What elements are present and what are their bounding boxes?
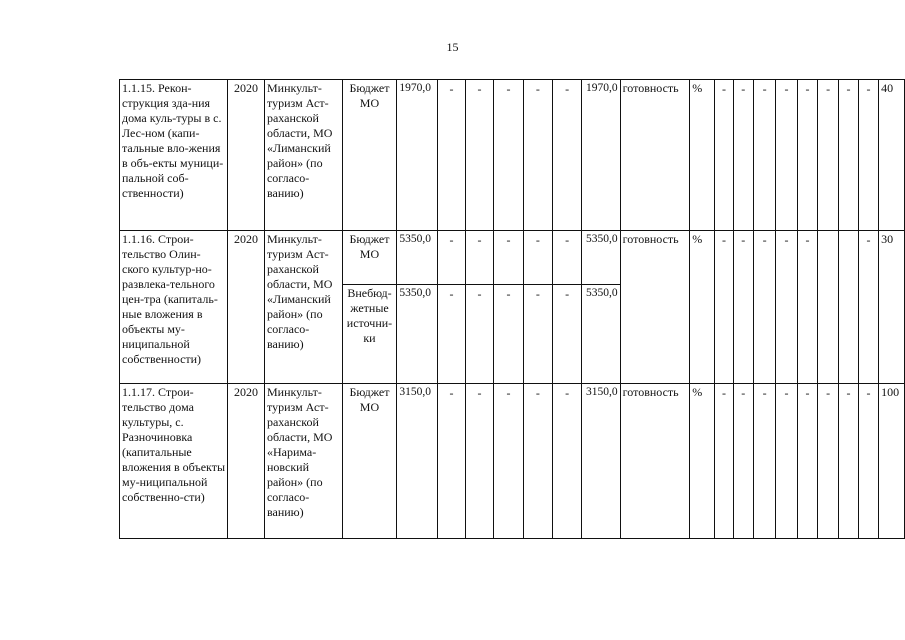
indicator-cell: готовность (620, 80, 690, 231)
indicator-year-cell: - (839, 80, 859, 231)
amount-cell: 5350,0 (397, 285, 438, 384)
total-cell: 5350,0 (582, 285, 620, 384)
indicator-year-cell: - (858, 384, 878, 539)
indicator-year-cell: - (733, 231, 753, 384)
year-cell: 2020 (228, 231, 265, 384)
indicator-cell: готовность (620, 231, 690, 384)
year-amount-cell: - (465, 285, 493, 384)
year-amount-cell: - (494, 80, 524, 231)
table-row (120, 231, 905, 285)
indicator-year-cell: - (839, 384, 859, 539)
year-amount-cell: - (523, 231, 552, 285)
target-value-cell: 100 (879, 384, 905, 539)
indicator-year-cell: - (733, 80, 753, 231)
amount-cell: 3150,0 (397, 384, 438, 539)
year-amount-cell: - (523, 80, 552, 231)
indicator-year-cell: - (776, 384, 798, 539)
funding-source-cell: Бюджет МО (342, 80, 397, 231)
year-amount-cell: - (523, 384, 552, 539)
year-amount-cell: - (438, 285, 466, 384)
unit-cell: % (690, 384, 715, 539)
total-cell: 3150,0 (582, 384, 620, 539)
indicator-year-cell: - (715, 231, 733, 384)
year-amount-cell: - (438, 231, 466, 285)
year-cell: 2020 (228, 384, 265, 539)
funding-source-cell: Бюджет МО (342, 231, 397, 285)
indicator-year-cell: - (753, 80, 775, 231)
year-amount-cell: - (494, 231, 524, 285)
unit-cell: % (690, 231, 715, 384)
indicator-year-cell: - (797, 384, 817, 539)
year-amount-cell: - (552, 80, 582, 231)
indicator-year-cell: - (858, 80, 878, 231)
year-amount-cell: - (465, 80, 493, 231)
year-amount-cell: - (465, 384, 493, 539)
table-row (120, 80, 905, 231)
table-row (120, 384, 905, 539)
year-cell: 2020 (228, 80, 265, 231)
year-amount-cell: - (552, 384, 582, 539)
amount-cell: 5350,0 (397, 231, 438, 285)
indicator-year-cell: - (797, 80, 817, 231)
year-amount-cell: - (438, 384, 466, 539)
executor-cell: Минкульт-туризм Аст-раханской области, МО «Нарима-новский район» (по согласо-ванию) (264, 384, 342, 539)
total-cell: 1970,0 (582, 80, 620, 231)
funding-source-cell: Внебюд-жетные источни-ки (342, 285, 397, 384)
year-amount-cell: - (494, 285, 524, 384)
measure-name-cell: 1.1.16. Строи-тельство Олин-ского культур-но-развлека-тельного цен-тра (капиталь-ные вложения в объекты му-ниципальной собственности) (120, 231, 228, 384)
table-body (120, 80, 905, 539)
total-cell: 5350,0 (582, 231, 620, 285)
year-amount-cell: - (523, 285, 552, 384)
indicator-year-cell: - (797, 231, 817, 384)
target-value-cell: 40 (879, 80, 905, 231)
indicator-year-cell (818, 231, 839, 384)
measure-name-cell: 1.1.15. Рекон-струкция зда-ния дома куль-туры в с. Лес-ном (капи-тальные вло-жения в объ-екты муници-пальной соб-ственности) (120, 80, 228, 231)
indicator-year-cell: - (733, 384, 753, 539)
executor-cell: Минкульт-туризм Аст-раханской области, МО «Лиманский район» (по согласо-ванию) (264, 231, 342, 384)
indicator-year-cell: - (776, 231, 798, 384)
amount-cell: 1970,0 (397, 80, 438, 231)
indicator-year-cell: - (858, 231, 878, 384)
measure-name-cell: 1.1.17. Строи-тельство дома культуры, с. Разночиновка (капитальные вложения в объекты му-ниципальной собственно-сти) (120, 384, 228, 539)
indicator-year-cell: - (753, 384, 775, 539)
target-value-cell: 30 (879, 231, 905, 384)
indicator-year-cell: - (818, 384, 839, 539)
year-amount-cell: - (552, 285, 582, 384)
program-table (119, 79, 905, 539)
unit-cell: % (690, 80, 715, 231)
year-amount-cell: - (552, 231, 582, 285)
indicator-year-cell: - (753, 231, 775, 384)
indicator-year-cell (839, 231, 859, 384)
indicator-year-cell: - (818, 80, 839, 231)
indicator-cell: готовность (620, 384, 690, 539)
year-amount-cell: - (465, 231, 493, 285)
year-amount-cell: - (494, 384, 524, 539)
indicator-year-cell: - (715, 384, 733, 539)
page-number: 15 (446, 40, 459, 54)
executor-cell: Минкульт-туризм Аст-раханской области, МО «Лиманский район» (по согласо-ванию) (264, 80, 342, 231)
indicator-year-cell: - (715, 80, 733, 231)
funding-source-cell: Бюджет МО (342, 384, 397, 539)
indicator-year-cell: - (776, 80, 798, 231)
year-amount-cell: - (438, 80, 466, 231)
